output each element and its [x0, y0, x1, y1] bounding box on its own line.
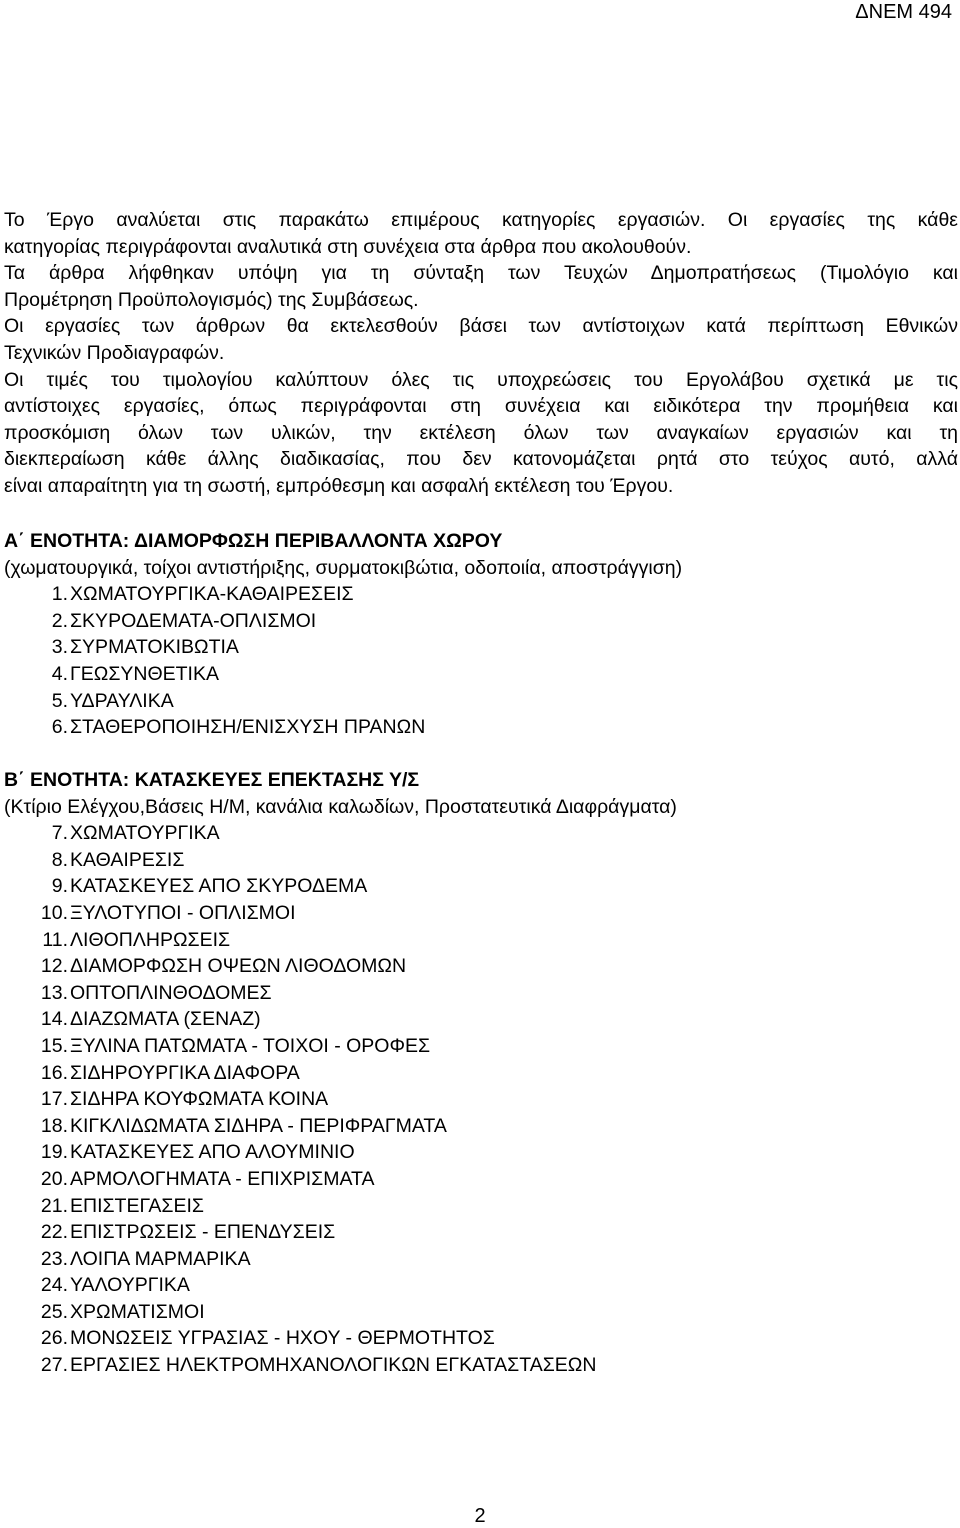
intro-line: Τεχνικών Προδιαγραφών.: [4, 341, 225, 364]
section-a-item-list: [4, 581, 958, 741]
list-item: [4, 581, 958, 608]
item-number: 10.: [40, 901, 68, 924]
list-item: [4, 661, 958, 688]
item-label: ΞΥΛΙΝΑ ΠΑΤΩΜΑΤΑ - ΤΟΙΧΟΙ - ΟΡΟΦΕΣ: [70, 1034, 431, 1057]
item-number: 21.: [40, 1194, 68, 1217]
list-item: [4, 980, 958, 1007]
item-number: 6.: [51, 716, 68, 739]
intro-line: Οι τιμές του τιμολογίου καλύπτουν όλες τις υποχρεώσεις του Εργολάβου σχετικά με τις: [4, 368, 958, 391]
item-number: 17.: [40, 1088, 68, 1111]
item-number: 13.: [40, 981, 68, 1004]
list-item: [4, 688, 958, 715]
section-a: [4, 528, 958, 741]
item-number: 4.: [51, 662, 68, 685]
list-item: [4, 1219, 958, 1246]
list-item: [4, 1272, 958, 1299]
item-number: 27.: [40, 1354, 68, 1377]
item-label: ΟΠΤΟΠΛΙΝΘΟΔΟΜΕΣ: [70, 981, 272, 1004]
list-item: [4, 1113, 958, 1140]
item-label: ΔΙΑΜΟΡΦΩΣΗ ΟΨΕΩΝ ΛΙΘΟΔΟΜΩΝ: [70, 955, 407, 978]
list-item: [4, 1139, 958, 1166]
item-label: ΞΥΛΟΤΥΠΟΙ - ΟΠΛΙΣΜΟΙ: [70, 901, 296, 924]
item-number: 15.: [40, 1034, 68, 1057]
item-label: ΣΤΑΘΕΡΟΠΟΙΗΣΗ/ΕΝΙΣΧΥΣΗ ΠΡΑΝΩΝ: [70, 716, 426, 739]
item-label: ΕΡΓΑΣΙΕΣ ΗΛΕΚΤΡΟΜΗΧΑΝΟΛΟΓΙΚΩΝ ΕΓΚΑΤΑΣΤΑΣΕΩΝ: [70, 1354, 597, 1377]
item-label: ΕΠΙΣΤΕΓΑΣΕΙΣ: [70, 1194, 204, 1217]
section-b-title: Β΄ ΕΝΟΤΗΤΑ: ΚΑΤΑΣΚΕΥΕΣ ΕΠΕΚΤΑΣΗΣ Υ/Σ: [4, 769, 420, 791]
section-b: [4, 767, 958, 1379]
list-item: [4, 1060, 958, 1087]
list-item: [4, 634, 958, 661]
list-item: [4, 1325, 958, 1352]
item-number: 24.: [40, 1274, 68, 1297]
item-number: 14.: [40, 1008, 68, 1031]
item-label: ΣΥΡΜΑΤΟΚΙΒΩΤΙΑ: [70, 636, 239, 659]
item-number: 3.: [51, 636, 68, 659]
item-label: ΚΑΤΑΣΚΕΥΕΣ ΑΠΟ ΑΛΟΥΜΙΝΙΟ: [70, 1141, 355, 1164]
document-code: ΔΝΕΜ 494: [855, 1, 952, 23]
item-number: 11.: [42, 928, 68, 951]
list-item: [4, 900, 958, 927]
item-label: ΓΕΩΣΥΝΘΕΤΙΚΑ: [70, 662, 219, 685]
item-number: 23.: [40, 1247, 68, 1270]
item-label: ΥΔΡΑΥΛΙΚΑ: [70, 689, 174, 712]
list-item: [4, 927, 958, 954]
item-number: 25.: [40, 1300, 68, 1323]
list-item: [4, 1086, 958, 1113]
item-number: 20.: [40, 1167, 68, 1190]
item-label: ΧΩΜΑΤΟΥΡΓΙΚΑ-ΚΑΘΑΙΡΕΣΕΙΣ: [70, 583, 354, 606]
intro-line: προσκόμιση όλων των υλικών, την εκτέλεση όλων των αναγκαίων εργασιών και τη: [4, 421, 958, 444]
item-number: 8.: [51, 848, 68, 871]
item-number: 18.: [40, 1114, 68, 1137]
item-number: 12.: [40, 955, 68, 978]
item-label: ΧΩΜΑΤΟΥΡΓΙΚΑ: [70, 822, 220, 845]
intro-paragraphs: [4, 207, 958, 500]
list-item: [4, 1006, 958, 1033]
item-number: 19.: [40, 1141, 68, 1164]
section-b-item-list: [4, 820, 958, 1378]
list-item: [4, 608, 958, 635]
item-label: ΣΙΔΗΡΑ ΚΟΥΦΩΜΑΤΑ ΚΟΙΝΑ: [70, 1088, 329, 1111]
item-label: ΣΚΥΡΟΔΕΜΑΤΑ-ΟΠΛΙΣΜΟΙ: [70, 609, 317, 632]
intro-line: Τα άρθρα λήφθηκαν υπόψη για τη σύνταξη των Τευχών Δημοπρατήσεως (Τιμολόγιο και: [4, 262, 958, 285]
item-label: ΕΠΙΣΤΡΩΣΕΙΣ - ΕΠΕΝΔΥΣΕΙΣ: [70, 1221, 336, 1244]
list-item: [4, 1246, 958, 1273]
list-item: [4, 1166, 958, 1193]
item-label: ΧΡΩΜΑΤΙΣΜΟΙ: [70, 1300, 205, 1323]
item-label: ΚΑΤΑΣΚΕΥΕΣ ΑΠΟ ΣΚΥΡΟΔΕΜΑ: [70, 875, 368, 898]
intro-line: Οι εργασίες των άρθρων θα εκτελεσθούν βάσει των αντίστοιχων κατά περίπτωση Εθνικών: [4, 315, 958, 338]
item-number: 7.: [51, 822, 68, 845]
section-a-subtitle: (χωματουργικά, τοίχοι αντιστήριξης, συρματοκιβώτια, οδοποιία, αποστράγγιση): [4, 556, 683, 579]
item-label: ΛΟΙΠΑ ΜΑΡΜΑΡΙΚΑ: [70, 1247, 251, 1270]
item-label: ΑΡΜΟΛΟΓΗΜΑΤΑ - ΕΠΙΧΡΙΣΜΑΤΑ: [70, 1167, 375, 1190]
intro-line: Προμέτρηση Προϋπολογισμός) της Συμβάσεως.: [4, 288, 419, 311]
list-item: [4, 714, 958, 741]
item-label: ΥΑΛΟΥΡΓΙΚΑ: [70, 1274, 190, 1297]
item-label: ΜΟΝΩΣΕΙΣ ΥΓΡΑΣΙΑΣ - ΗΧΟΥ - ΘΕΡΜΟΤΗΤΟΣ: [70, 1327, 495, 1350]
item-number: 26.: [40, 1327, 68, 1350]
item-label: ΚΑΘΑΙΡΕΣΙΣ: [70, 848, 185, 871]
section-a-title: Α΄ ΕΝΟΤΗΤΑ: ΔΙΑΜΟΡΦΩΣΗ ΠΕΡΙΒΑΛΛΟΝΤΑ ΧΩΡΟΥ: [4, 530, 503, 552]
list-item: [4, 1352, 958, 1379]
intro-line: διεκπεραίωση κάθε άλλης διαδικασίας, που δεν κατονομάζεται ρητά στο τεύχος αυτό, αλλά: [4, 448, 958, 471]
item-label: ΣΙΔΗΡΟΥΡΓΙΚΑ ΔΙΑΦΟΡΑ: [70, 1061, 300, 1084]
section-b-subtitle: (Κτίριο Ελέγχου,Βάσεις Η/Μ, κανάλια καλωδίων, Προστατευτικά Διαφράγματα): [4, 795, 677, 818]
list-item: [4, 1299, 958, 1326]
item-label: ΔΙΑΖΩΜΑΤΑ (ΣΕΝΑΖ): [70, 1008, 261, 1031]
list-item: [4, 873, 958, 900]
intro-line: κατηγορίας περιγράφονται αναλυτικά στη συνέχεια στα άρθρα που ακολουθούν.: [4, 235, 692, 258]
item-number: 5.: [51, 689, 68, 712]
item-label: ΚΙΓΚΛΙΔΩΜΑΤΑ ΣΙΔΗΡΑ - ΠΕΡΙΦΡΑΓΜΑΤΑ: [70, 1114, 447, 1137]
item-number: 9.: [51, 875, 68, 898]
intro-line: αντίστοιχες εργασίες, όπως περιγράφονται στη συνέχεια και ειδικότερα την προμήθεια και: [4, 395, 958, 418]
item-label: ΛΙΘΟΠΛΗΡΩΣΕΙΣ: [70, 928, 231, 951]
intro-line: είναι απαραίτητη για τη σωστή, εμπρόθεσμη και ασφαλή εκτέλεση του Έργου.: [4, 474, 674, 497]
intro-line: Το Έργο αναλύεται στις παρακάτω επιμέρους κατηγορίες εργασιών. Οι εργασίες της κάθε: [4, 209, 958, 231]
item-number: 2.: [51, 609, 68, 632]
item-number: 22.: [40, 1221, 68, 1244]
item-number: 1.: [51, 583, 68, 606]
list-item: [4, 847, 958, 874]
list-item: [4, 820, 958, 847]
page-number: 2: [474, 1505, 486, 1527]
list-item: [4, 953, 958, 980]
list-item: [4, 1033, 958, 1060]
item-number: 16.: [40, 1061, 68, 1084]
list-item: [4, 1193, 958, 1220]
